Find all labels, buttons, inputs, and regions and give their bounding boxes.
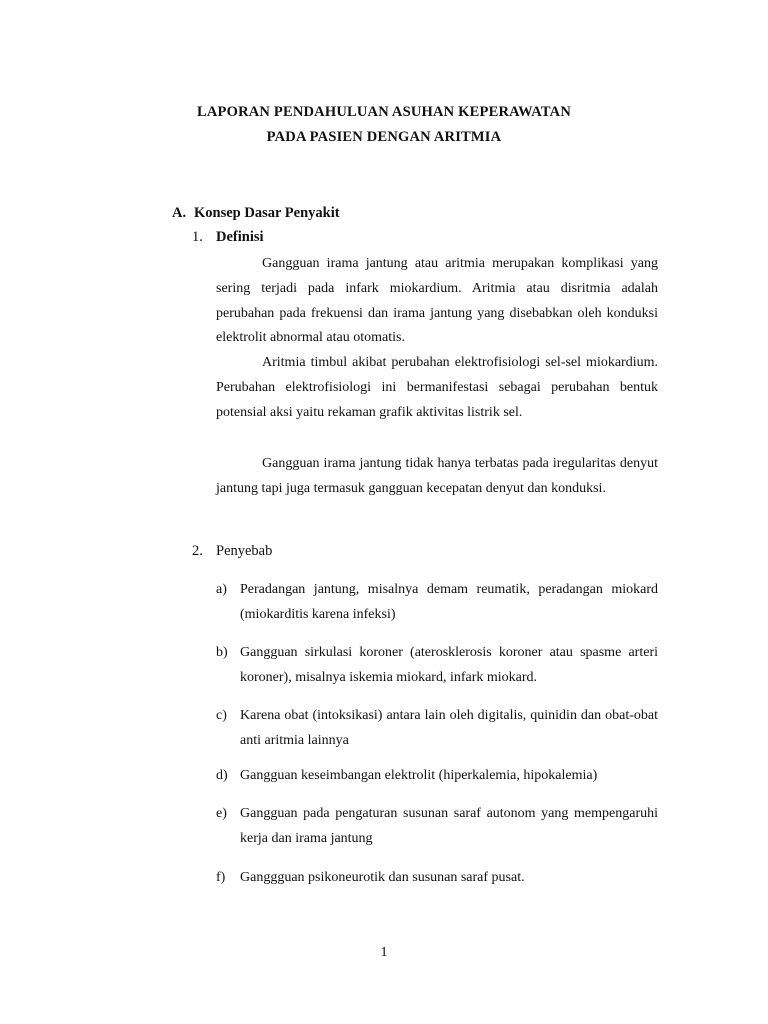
- subsection-marker: 2.: [192, 543, 203, 559]
- document-title-line-1: LAPORAN PENDAHULUAN ASUHAN KEPERAWATAN: [196, 104, 571, 120]
- list-item-text: Peradangan jantung, misalnya demam reumatik, peradangan miokard (miokarditis karena infeksi): [240, 582, 658, 622]
- subsection-heading-text: Definisi: [216, 229, 264, 245]
- list-item-marker: d): [216, 768, 228, 783]
- list-item-text: Gangguan sirkulasi koroner (aterosklerosis koroner atau spasme arteri koroner), misalnya iskemia miokard, infark miokard.: [240, 645, 658, 685]
- list-item: [216, 802, 658, 852]
- document-title-line-2: PADA PASIEN DENGAN ARITMIA: [266, 129, 502, 145]
- list-item-marker: f): [216, 870, 226, 885]
- list-item: [216, 641, 658, 691]
- definition-paragraph-3: [216, 452, 658, 502]
- paragraph-text: Gangguan irama jantung tidak hanya terbatas pada iregularitas denyut jantung tapi juga termasuk gangguan kecepatan denyut dan konduksi.: [216, 456, 658, 496]
- list-item-text: Gangguan keseimbangan elektrolit (hiperkalemia, hipokalemia): [240, 768, 598, 783]
- section-marker: A.: [172, 205, 187, 221]
- list-item-text: Karena obat (intoksikasi) antara lain oleh digitalis, quinidin dan obat-obat anti aritmia lainnya: [240, 708, 658, 748]
- paragraph-text: Gangguan irama jantung atau aritmia merupakan komplikasi yang sering terjadi pada infark miokardium. Aritmia atau disritmia adalah perubahan pada frekuensi dan irama jantung yang disebabkan oleh konduksi elektrolit abnormal atau otomatis.: [216, 256, 658, 346]
- list-item-text: Ganggguan psikoneurotik dan susunan saraf pusat.: [240, 870, 525, 885]
- list-item-text: Gangguan pada pengaturan susunan saraf autonom yang mempengaruhi kerja dan irama jantung: [240, 806, 658, 846]
- paragraph-text: Aritmia timbul akibat perubahan elektrofisiologi sel-sel miokardium. Perubahan elektrofisiologi ini bermanifestasi sebagai perubahan bentuk potensial aksi yaitu rekaman grafik aktivitas listrik sel.: [216, 355, 658, 420]
- definition-paragraph-2: [216, 351, 658, 425]
- subsection-marker: 1.: [192, 229, 203, 245]
- list-item: [216, 578, 658, 628]
- section-heading: [172, 205, 340, 222]
- list-item: [216, 866, 658, 891]
- page-number: 1: [380, 945, 388, 960]
- list-item-marker: e): [216, 806, 227, 821]
- subsection-penyebab-heading: [192, 543, 272, 560]
- list-item-marker: a): [216, 582, 227, 597]
- subsection-definisi-heading: [192, 229, 264, 246]
- subsection-heading-text: Penyebab: [216, 543, 273, 559]
- list-item: [216, 764, 658, 789]
- list-item: [216, 704, 658, 754]
- definition-paragraph-1: [216, 252, 658, 351]
- section-heading-text: Konsep Dasar Penyakit: [194, 205, 340, 221]
- list-item-marker: c): [216, 708, 227, 723]
- list-item-marker: b): [216, 645, 228, 660]
